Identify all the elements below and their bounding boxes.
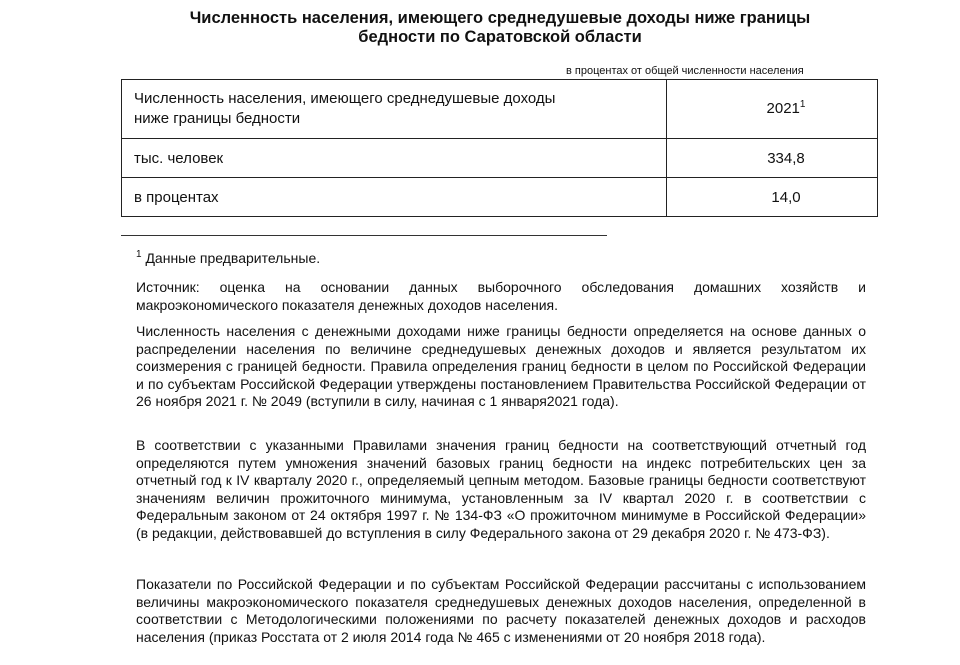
- table-row: [122, 139, 878, 178]
- table-row: [122, 178, 878, 217]
- table-header-row: [122, 80, 878, 139]
- header-label-line-1: Численность населения, имеющего среднедушевые доходы: [134, 90, 556, 107]
- rules-paragraph: В соответствии с указанными Правилами значения границ бедности на соответствующий отчетный год определяются путем умножения значений базовых границ бедности на индекс потребительских цен за отчетный год к IV кварталу 2020 г., определяемый цепным методом. Базовые границы бедности соответствуют значениям величин прожиточного минимума, установленным за IV квартал 2020 г. в соответствии с Федеральным законом от 24 октября 1997 г. № 134-ФЗ «О прожиточном минимуме в Российской Федерации» (в редакции, действовавшей до вступления в силу Федерального закона от 29 декабря 2020 г. № 473-ФЗ).: [136, 437, 866, 541]
- header-label-cell: [122, 80, 667, 139]
- title-line-1: Численность населения, имеющего среднедушевые доходы ниже границы: [189, 9, 811, 27]
- footnote-divider: [121, 235, 607, 236]
- row-value-percent: 14,0: [667, 178, 878, 217]
- row-label-percent: в процентах: [122, 178, 667, 217]
- header-year: 2021: [766, 100, 800, 117]
- header-label-line-2: ниже границы бедности: [134, 110, 301, 127]
- title-line-2: бедности по Саратовской области: [358, 28, 642, 46]
- unit-note: в процентах от общей численности населения: [566, 65, 804, 77]
- page-title: [120, 9, 880, 47]
- poverty-table: [121, 79, 878, 217]
- row-label-thousand-people: тыс. человек: [122, 139, 667, 178]
- row-value-thousand-people: 334,8: [667, 139, 878, 178]
- header-year-cell: [667, 80, 878, 139]
- rf-indicators-paragraph: Показатели по Российской Федерации и по субъектам Российской Федерации рассчитаны с использованием величины макроэкономического показателя среднедушевых денежных доходов населения, определенной в соответствии с Методологическими положениями по расчету показателей денежных доходов и расходов населения (приказ Росстата от 2 июля 2014 года № 465 с изменениями от 20 ноября 2018 года).: [136, 576, 866, 645]
- footnote: [136, 250, 320, 267]
- footnote-text: Данные предварительные.: [141, 250, 321, 266]
- header-year-footnote-mark: 1: [799, 99, 806, 110]
- source-paragraph: Источник: оценка на основании данных выборочного обследования домашних хозяйств и макроэкономического показателя денежных доходов населения.: [136, 279, 866, 313]
- definition-paragraph: Численность населения с денежными доходами ниже границы бедности определяется на основе данных о распределении населения по величине среднедушевых денежных доходов и является результатом их соизмерения с границей бедности. Правила определения границ бедности в целом по Российской Федерации и по субъектам Российской Федерации утверждены постановлением Правительства Российской Федерации от 26 ноября 2021 г. № 2049 (вступили в силу, начиная с 1 января2021 года).: [136, 323, 866, 409]
- footnote-mark: 1: [136, 249, 142, 260]
